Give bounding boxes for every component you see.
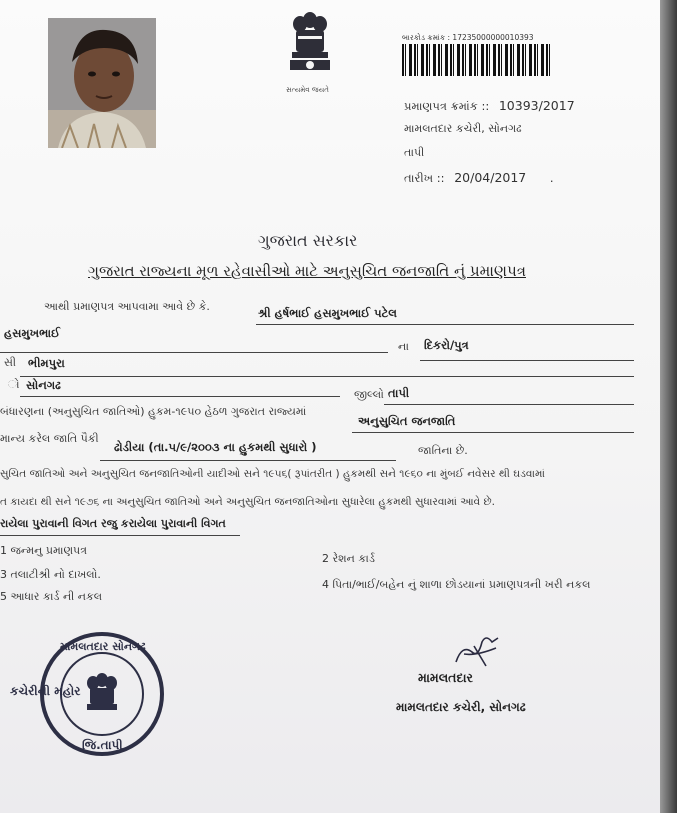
- relation-line: [420, 360, 634, 361]
- category-line: [352, 432, 634, 433]
- district-label: જીલ્લો: [354, 388, 384, 401]
- legal-para-2: ત કાયદા થી સને ૧૯૭૬ ના અનુસુચિત જાતિઓ અને અનુસુચિત જનજાતિઓના સુધારેલા હુકમથી સુધારવામાં આવે છે.: [0, 496, 495, 508]
- signatory-designation: મામલતદાર: [418, 670, 473, 685]
- state-emblem: [282, 8, 338, 86]
- issuing-office: મામલતદાર કચેરી, સોનગઢ: [404, 122, 522, 135]
- emblem-motto: સત્યમેવ જયતે: [286, 86, 329, 94]
- village-prefix: સી: [4, 356, 17, 369]
- taluka: સોનગઢ: [26, 378, 61, 392]
- relation: દિકરો/પુત્ર: [424, 338, 469, 352]
- evidence-heading-line: [0, 535, 240, 536]
- barcode: [402, 44, 552, 76]
- issuing-district: તાપી: [404, 146, 425, 159]
- village: ભીમપુરા: [28, 356, 65, 370]
- legal-para-1: સુચિત જાતિઓ અને અનુસુચિત જનજાતિઓની યાદીઓ સને ૧૯૫૬( રૂપાંતરીત ) હુકમથી સને ૧૯૬૦ ના મુંબઈ નવેસર થી ઘડવામાં: [0, 468, 545, 480]
- evidence-heading: રાયેલા પુરાવાની વિગત રજુ કરાયેલા પુરાવાની વિગત: [0, 517, 226, 530]
- father-name: હસમુખભાઈ: [4, 326, 60, 340]
- district-line: [384, 404, 634, 405]
- tribe: ઢોડીયા (તા.૫/૯/૨૦૦૩ ના હુકમથી સુધારો ): [114, 440, 317, 454]
- certificate-number-label: પ્રમાણપત્ર ક્રમાંક ::: [404, 99, 490, 113]
- evidence-item: 3 તલાટીશ્રી નો દાખલો.: [0, 568, 101, 581]
- name-line: [256, 324, 634, 325]
- village-line: [20, 376, 634, 377]
- evidence-item: 4 પિતા/ભાઈ/બહેન નું શાળા છોડયાનાં પ્રમાણપત્રની ખરી નકલ: [322, 578, 591, 591]
- issue-date: 20/04/2017: [454, 170, 527, 185]
- relation-prefix: ના: [398, 340, 409, 353]
- order-text: બંધારણના (અનુસુચિત જાતિઓ) હુકમ-૧૯૫૦ હેઠળ ગુજરાત રાજ્યમાં: [0, 405, 307, 418]
- background-edge: [660, 0, 677, 813]
- evidence-item: 2 રેશન કાર્ડ: [322, 552, 375, 565]
- district: તાપી: [388, 386, 410, 400]
- intro-text: આથી પ્રમાણપત્ર આપવામા આવે છે કે.: [44, 300, 210, 313]
- issue-date-row: તારીખ :: 20/04/2017 .: [404, 170, 554, 185]
- evidence-item: 5 આધાર કાર્ડ ની નકલ: [0, 590, 103, 603]
- government-title: ગુજરાત સરકાર: [258, 231, 358, 250]
- certificate-number: 10393/2017: [498, 98, 575, 113]
- seal-bottom-text: જિ.તાપી: [82, 738, 123, 752]
- applicant-name: શ્રી હર્ષભાઈ હસમુખભાઈ પટેલ: [258, 306, 397, 320]
- recognized-text: માન્ય કરેલ જાતિ પૈકી: [0, 432, 99, 445]
- taluka-prefix: ો: [8, 378, 20, 391]
- seal-ring-text: મામલતદાર સોનગઢ: [60, 640, 146, 653]
- signatory-office: મામલતદાર કચેરી, સોનગઢ: [396, 700, 526, 714]
- tribe-line: [100, 460, 396, 461]
- barcode-number: બારકોડ ક્રમાંક : 17235000000010393: [402, 33, 534, 42]
- father-line: [0, 352, 388, 353]
- taluka-line: [20, 396, 340, 397]
- signature-scribble: [452, 632, 502, 670]
- tribe-suffix: જાતિના છે.: [418, 444, 468, 457]
- issue-date-label: તારીખ ::: [404, 171, 445, 185]
- evidence-item: 1 જન્મનુ પ્રમાણપત્ર: [0, 544, 87, 557]
- category: અનુસુચિત જનજાતિ: [358, 414, 456, 428]
- certificate-title: ગુજરાત રાજ્યના મૂળ રહેવાસીઓ માટે અનુસુચિત જનજાતિ નું પ્રમાણપત્ર: [88, 262, 526, 280]
- certificate-number-row: [404, 98, 575, 114]
- seal-left-text: કચેરીની મહોર: [10, 684, 81, 698]
- applicant-photo: [48, 18, 156, 148]
